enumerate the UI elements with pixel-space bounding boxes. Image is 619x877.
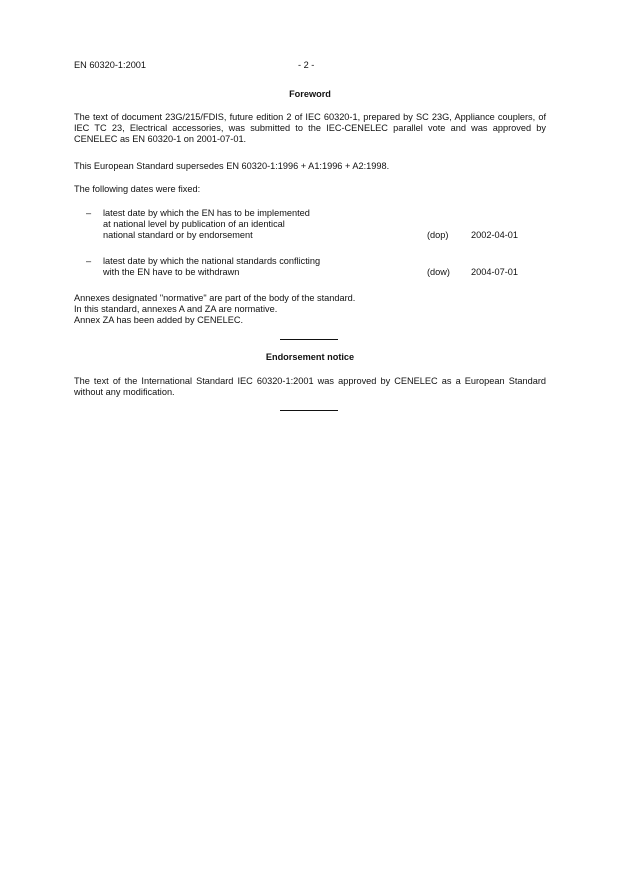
foreword-paragraph-2: This European Standard supersedes EN 60320-1:1996 + A1:1996 + A2:1998. (74, 161, 390, 171)
annex-line: Annexes designated "normative" are part of the body of the standard. (74, 293, 356, 303)
list-dash: – (86, 208, 92, 218)
foreword-paragraph-3: The following dates were fixed: (74, 184, 201, 194)
date-code: (dow) (427, 267, 450, 277)
date-item-line: at national level by publication of an identical (103, 219, 285, 229)
date-item-line: with the EN have to be withdrawn (103, 267, 240, 277)
date-item-line: national standard or by endorsement (103, 230, 253, 240)
list-dash: – (86, 256, 92, 266)
date-item-dow (74, 256, 546, 279)
annex-notes (74, 293, 546, 326)
annex-line: Annex ZA has been added by CENELEC. (74, 315, 244, 325)
foreword-paragraph-1: The text of document 23G/215/FDIS, future edition 2 of IEC 60320-1, prepared by SC 23G, Appliance couplers, of IEC TC 23, Electrical accessories, was submitted to the IEC-CENELEC parallel vote and was approved by CENELEC as EN 60320-1 on 2001-07-01. (74, 112, 546, 144)
date-value: 2002-04-01 (471, 230, 518, 240)
date-item-text (103, 208, 403, 241)
date-item-dop (74, 208, 546, 242)
date-item-text (103, 256, 403, 278)
annex-line: In this standard, annexes A and ZA are normative. (74, 304, 278, 314)
page-header (74, 60, 546, 72)
document-id: EN 60320-1:2001 (74, 60, 147, 70)
date-item-line: latest date by which the national standards conflicting (103, 256, 321, 266)
endorsement-title: Endorsement notice (265, 352, 355, 362)
foreword-title: Foreword (289, 89, 331, 99)
date-value: 2004-07-01 (471, 267, 518, 277)
date-item-line: latest date by which the EN has to be implemented (103, 208, 310, 218)
section-divider (280, 339, 338, 340)
endorsement-paragraph: The text of the International Standard IEC 60320-1:2001 was approved by CENELEC as a European Standard without any modification. (74, 376, 546, 397)
end-divider (280, 410, 338, 411)
date-code: (dop) (427, 230, 449, 240)
page-number: - 2 - (298, 60, 315, 70)
